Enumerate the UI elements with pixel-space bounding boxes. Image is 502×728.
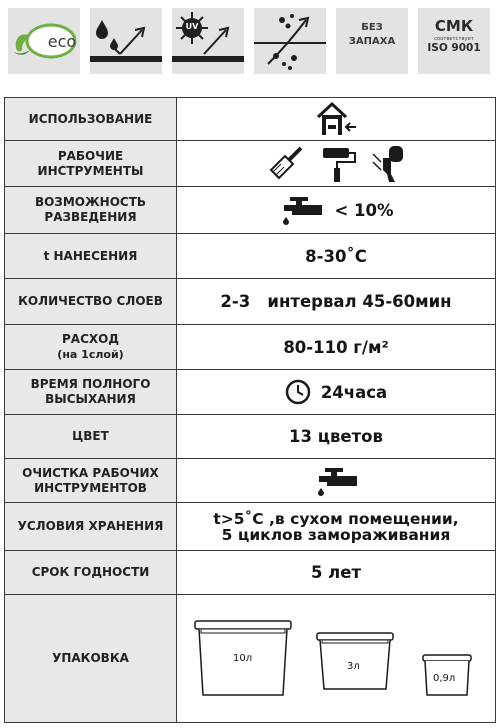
row-label: ЦВЕТ	[5, 415, 177, 458]
table-row	[5, 551, 495, 595]
row-label-text: ВОЗМОЖНОСТЬ РАЗВЕДЕНИЯ	[34, 195, 147, 224]
row-value-text: 24часа	[320, 382, 388, 402]
row-value	[177, 370, 495, 414]
row-value	[177, 187, 495, 233]
row-value	[177, 551, 495, 594]
row-label: ИСПОЛЬЗОВАНИЕ	[5, 98, 177, 140]
table-row	[5, 325, 495, 370]
smk-subtitle: соответствует	[434, 36, 474, 42]
row-value-text: 80-110 г/м²	[283, 337, 389, 357]
table-row	[5, 595, 495, 722]
row-label: СРОК ГОДНОСТИ	[5, 551, 177, 594]
feature-icons-strip	[0, 0, 502, 80]
row-label-text: РАСХОД	[61, 332, 120, 346]
row-label	[5, 325, 177, 369]
smk-iso-text: ISO 9001	[427, 42, 481, 54]
table-row	[5, 370, 495, 415]
row-label-text: РАБОЧИЕ ИНСТРУМЕНТЫ	[37, 148, 144, 178]
row-label: КОЛИЧЕСТВО СЛОЕВ	[5, 279, 177, 324]
table-row	[5, 98, 495, 141]
row-value	[177, 503, 495, 550]
eco-tile	[8, 8, 80, 74]
bucket-3l	[315, 631, 395, 691]
odorless-line1: БЕЗ	[361, 22, 383, 33]
row-label: УПАКОВКА	[5, 595, 177, 722]
row-value	[177, 325, 495, 369]
row-value-text: 5 лет	[310, 563, 362, 582]
row-label	[5, 370, 177, 414]
row-value	[177, 459, 495, 502]
roller-icon	[323, 148, 355, 182]
row-value	[177, 141, 495, 186]
row-value	[177, 234, 495, 278]
row-label	[5, 187, 177, 233]
row-value	[177, 98, 495, 140]
row-label	[5, 141, 177, 186]
uv-text: UV	[185, 22, 199, 31]
clock-icon	[285, 379, 311, 405]
table-row	[5, 141, 495, 187]
water-repellent-tile	[90, 8, 162, 74]
faucet-icon	[278, 195, 324, 225]
row-label-text: ОЧИСТКА РАБОЧИХ ИНСТРУМЕНТОВ	[22, 465, 159, 495]
row-value-text: 2-3 интервал 45-60мин	[220, 292, 452, 311]
row-value-line1: t>5˚С ,в сухом помещении,	[213, 509, 459, 528]
uv-sun-icon	[172, 8, 244, 74]
odorless-line2: ЗАПАХА	[348, 36, 396, 47]
uv-tile	[172, 8, 244, 74]
row-label-text: ВРЕМЯ ПОЛНОГО ВЫСЫХАНИЯ	[30, 377, 151, 406]
row-label: УСЛОВИЯ ХРАНЕНИЯ	[5, 503, 177, 550]
brush-icon	[271, 148, 301, 178]
tools-icons	[261, 144, 411, 184]
water-repellent-icon	[90, 8, 162, 74]
spec-table	[4, 97, 496, 723]
table-row	[5, 459, 495, 503]
table-row	[5, 187, 495, 234]
table-row	[5, 279, 495, 325]
row-label-subtext: (на 1слой)	[57, 348, 124, 361]
spray-gun-icon	[373, 146, 403, 182]
table-row	[5, 415, 495, 459]
row-value-text: 13 цветов	[289, 427, 383, 446]
vapor-permeable-tile	[254, 8, 326, 74]
row-label	[5, 459, 177, 502]
bucket-09l	[421, 653, 473, 697]
vapor-permeable-icon	[254, 8, 326, 74]
row-value	[177, 279, 495, 324]
row-value	[177, 415, 495, 458]
bucket-10l-label: 10л	[233, 653, 253, 664]
table-row	[5, 234, 495, 279]
row-value-text: < 10%	[334, 200, 394, 220]
table-row	[5, 503, 495, 551]
faucet-icon	[313, 466, 359, 496]
eco-text: eco	[47, 32, 77, 51]
odorless-tile	[336, 8, 408, 74]
bucket-3l-label: 3л	[347, 661, 360, 672]
row-value-line2: 5 циклов замораживания	[221, 525, 451, 544]
house-arrow-icon	[314, 101, 358, 137]
smk-title: СМК	[434, 17, 474, 35]
row-label: t НАНЕСЕНИЯ	[5, 234, 177, 278]
bucket-09l-label: 0,9л	[433, 673, 456, 684]
bucket-10l	[193, 619, 293, 697]
smk-iso-tile	[418, 8, 490, 74]
row-value	[177, 595, 495, 722]
row-value-text: 8-30˚С	[305, 246, 367, 266]
